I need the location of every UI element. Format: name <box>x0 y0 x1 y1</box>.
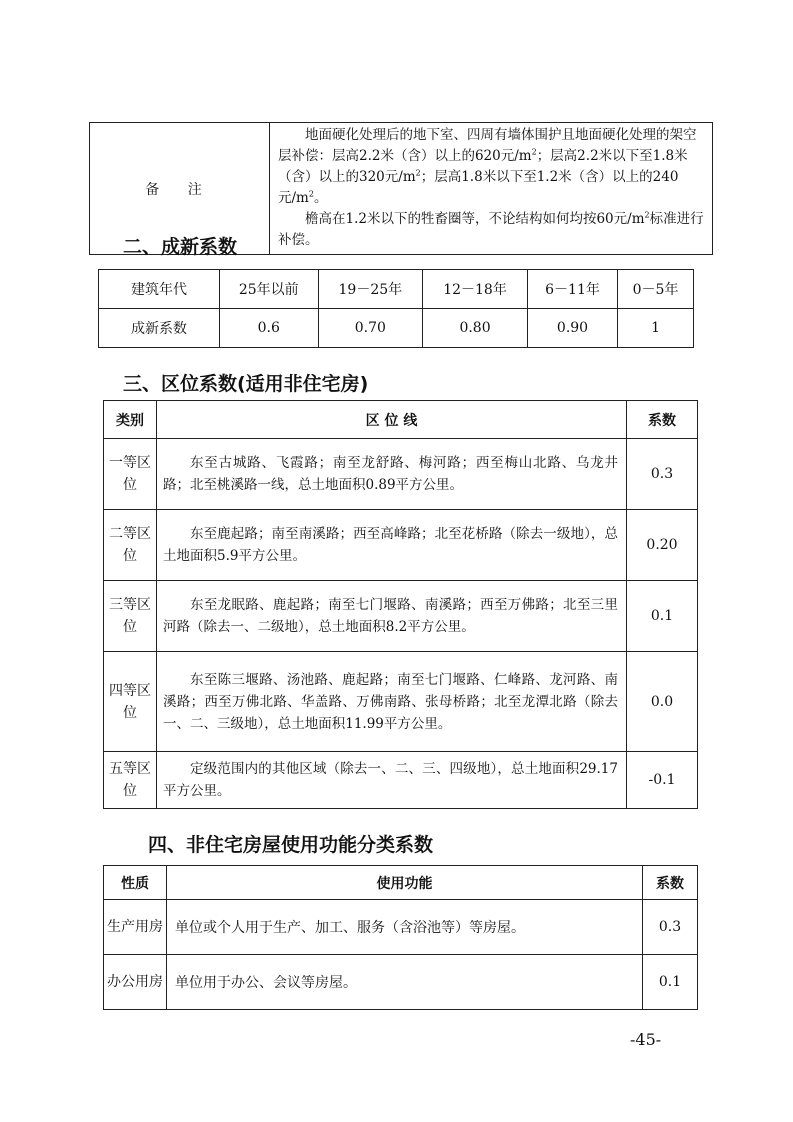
remark-paragraph-1 <box>278 125 706 209</box>
header-function: 使用功能 <box>167 866 643 900</box>
table-row <box>104 439 698 510</box>
table-row <box>104 900 698 955</box>
period-cell: 0－5年 <box>618 270 694 309</box>
remark-text: 地面硬化处理后的地下室、四周有墙体围护且地面硬化处理的架空层补偿：层高2.2米（含）以上的620元/m <box>278 127 697 164</box>
zone-category: 四等区位 <box>104 652 157 752</box>
coef-cell: 0.6 <box>220 309 319 348</box>
coef-cell: 0.70 <box>318 309 423 348</box>
zone-description <box>157 652 627 752</box>
remark-label: 备 注 <box>90 123 270 255</box>
coef-cell: 1 <box>618 309 694 348</box>
coef-cell: 0.80 <box>423 309 528 348</box>
zone-category: 一等区位 <box>104 439 157 510</box>
superscript: 2 <box>644 210 650 220</box>
zone-description <box>157 581 627 652</box>
zone-description-text: 东至古城路、飞霞路；南至龙舒路、梅河路；西至梅山北路、乌龙井路；北至桃溪路一线，总土地面积0.89平方公里。 <box>163 455 618 493</box>
building-nature: 办公用房 <box>104 955 167 1010</box>
zone-coefficient: 0.20 <box>627 510 698 581</box>
header-nature: 性质 <box>104 866 167 900</box>
section-2-title: 二、成新系数 <box>123 236 238 258</box>
zone-coefficient: 0.0 <box>627 652 698 752</box>
zone-category: 五等区位 <box>104 752 157 809</box>
table-row <box>104 752 698 809</box>
section-3-title: 三、区位系数(适用非住宅房) <box>123 373 369 395</box>
function-table <box>103 865 698 1010</box>
superscript: 2 <box>415 168 421 178</box>
function-coefficient: 0.1 <box>643 955 698 1010</box>
header-coefficient: 系数 <box>627 401 698 439</box>
building-nature: 生产用房 <box>104 900 167 955</box>
period-cell: 12－18年 <box>423 270 528 309</box>
zone-coefficient: 0.1 <box>627 581 698 652</box>
table-row <box>104 581 698 652</box>
zone-category: 三等区位 <box>104 581 157 652</box>
zone-description-text: 东至鹿起路；南至南溪路；西至高峰路；北至花桥路（除去一级地），总土地面积5.9平方公里。 <box>163 526 618 564</box>
row-header-age: 建筑年代 <box>99 270 220 309</box>
remark-text: 檐高在1.2米以下的牲畜圈等，不论结构如何均按60元/m <box>305 211 645 227</box>
zone-description <box>157 510 627 581</box>
period-cell: 19－25年 <box>318 270 423 309</box>
table-row <box>104 955 698 1010</box>
zone-coefficient: 0.3 <box>627 439 698 510</box>
period-cell: 25年以前 <box>220 270 319 309</box>
table-header-row <box>104 401 698 439</box>
function-coefficient: 0.3 <box>643 900 698 955</box>
zone-coefficient: -0.1 <box>627 752 698 809</box>
coef-row <box>99 309 694 348</box>
age-row <box>99 270 694 309</box>
section-4-title: 四、非住宅房屋使用功能分类系数 <box>148 834 434 856</box>
table-row <box>104 510 698 581</box>
zone-description <box>157 439 627 510</box>
page-number: -45- <box>630 1030 662 1049</box>
superscript: 2 <box>308 189 314 199</box>
coef-cell: 0.90 <box>527 309 617 348</box>
table-header-row <box>104 866 698 900</box>
superscript: 2 <box>531 147 537 157</box>
header-coefficient: 系数 <box>643 866 698 900</box>
table-row <box>104 652 698 752</box>
header-category: 类别 <box>104 401 157 439</box>
building-function: 单位或个人用于生产、加工、服务（含浴池等）等房屋。 <box>167 900 643 955</box>
header-zone-line: 区 位 线 <box>157 401 627 439</box>
location-table <box>103 400 698 809</box>
remark-text: ；层高2.2米以下至1.8米（含）以上的320元/m <box>278 148 688 185</box>
remark-paragraph-2 <box>278 209 706 251</box>
zone-description-text: 东至龙眠路、鹿起路；南至七门堰路、南溪路；西至万佛路；北至三里河路（除去一、二级地），总土地面积8.2平方公里。 <box>163 597 618 635</box>
period-cell: 6－11年 <box>527 270 617 309</box>
remark-text: ；层高1.8米以下至1.2米（含）以上的240元/m <box>278 169 679 206</box>
remark-content <box>270 123 713 255</box>
zone-description-text: 定级范围内的其他区域（除去一、二、三、四级地），总土地面积29.17平方公里。 <box>163 761 618 799</box>
depreciation-table <box>98 269 694 348</box>
zone-description <box>157 752 627 809</box>
zone-category: 二等区位 <box>104 510 157 581</box>
row-header-coef: 成新系数 <box>99 309 220 348</box>
remark-text: 标准进行补偿。 <box>278 211 704 248</box>
building-function: 单位用于办公、会议等房屋。 <box>167 955 643 1010</box>
zone-description-text: 东至陈三堰路、汤池路、鹿起路；南至七门堰路、仁峰路、龙河路、南溪路；西至万佛北路、华盖路、万佛南路、张母桥路；北至龙潭北路（除去一、二、三级地），总土地面积11.99平方公里。 <box>163 671 618 732</box>
remark-text: 。 <box>313 190 328 206</box>
